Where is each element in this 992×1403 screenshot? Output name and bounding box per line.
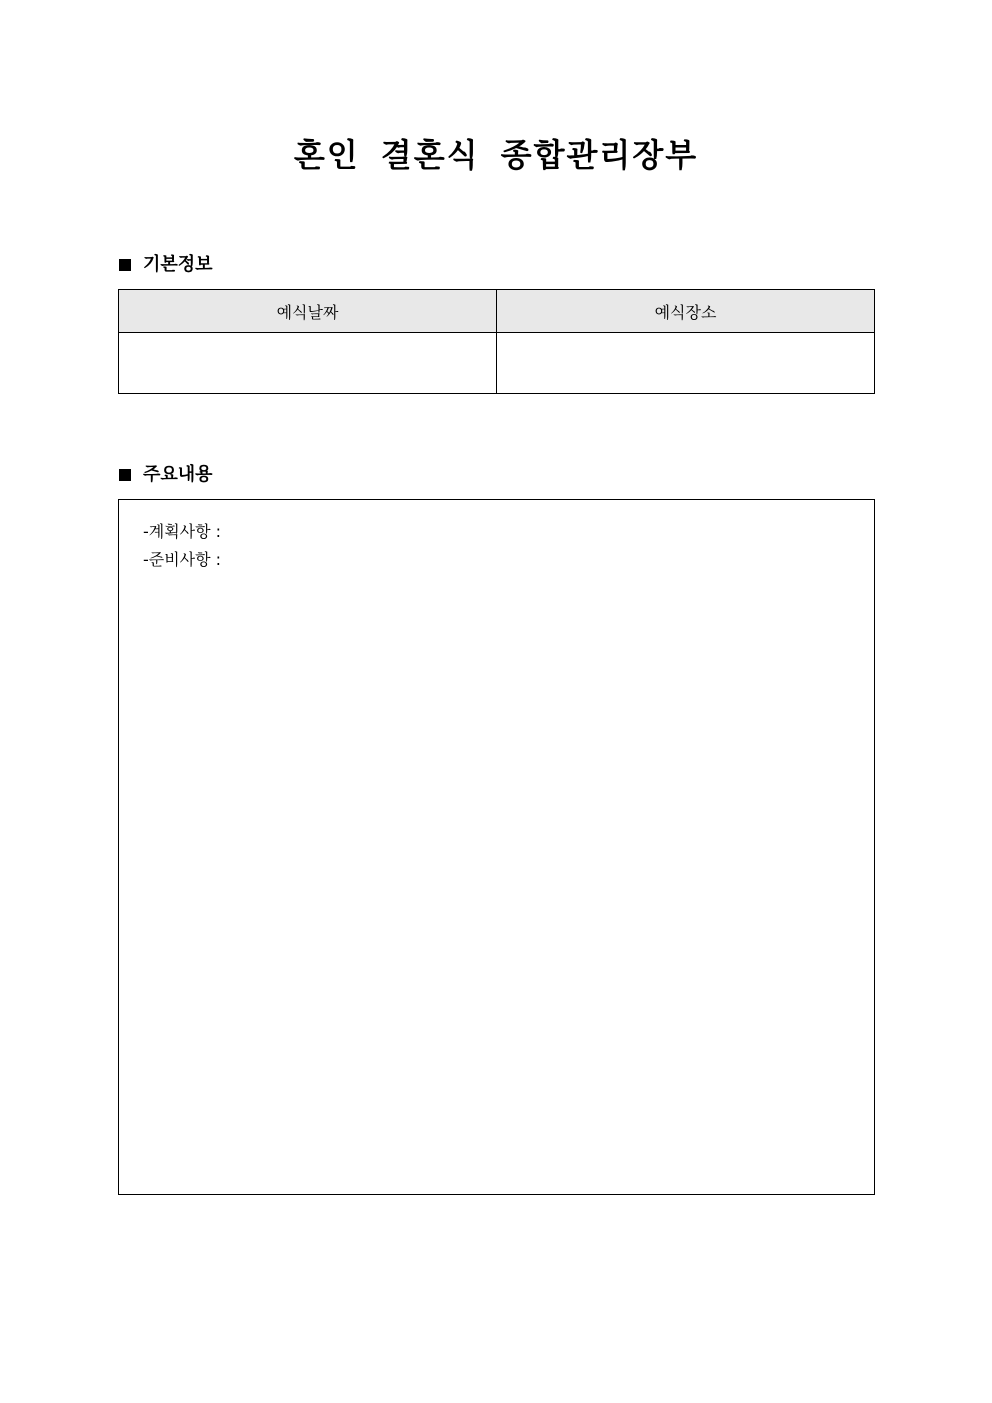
square-bullet-icon <box>119 259 131 271</box>
section-heading-label: 기본정보 <box>143 254 213 275</box>
plan-items-line: -계획사항 : <box>143 522 222 541</box>
section-heading-basic-info <box>119 253 213 277</box>
main-content-box[interactable] <box>118 499 875 1195</box>
column-header-wedding-venue: 예식장소 <box>497 290 875 333</box>
section-heading-main-content <box>119 463 213 487</box>
column-header-wedding-date: 예식날짜 <box>119 290 497 333</box>
preparation-items-line: -준비사항 : <box>143 550 222 569</box>
table-header-row <box>119 290 875 333</box>
basic-info-table <box>118 289 875 394</box>
wedding-date-cell[interactable] <box>119 333 497 394</box>
wedding-venue-cell[interactable] <box>497 333 875 394</box>
content-lines <box>143 518 221 574</box>
section-heading-label: 주요내용 <box>143 464 213 485</box>
table-row <box>119 333 875 394</box>
square-bullet-icon <box>119 469 131 481</box>
page-title: 혼인 결혼식 종합관리장부 <box>293 136 699 174</box>
